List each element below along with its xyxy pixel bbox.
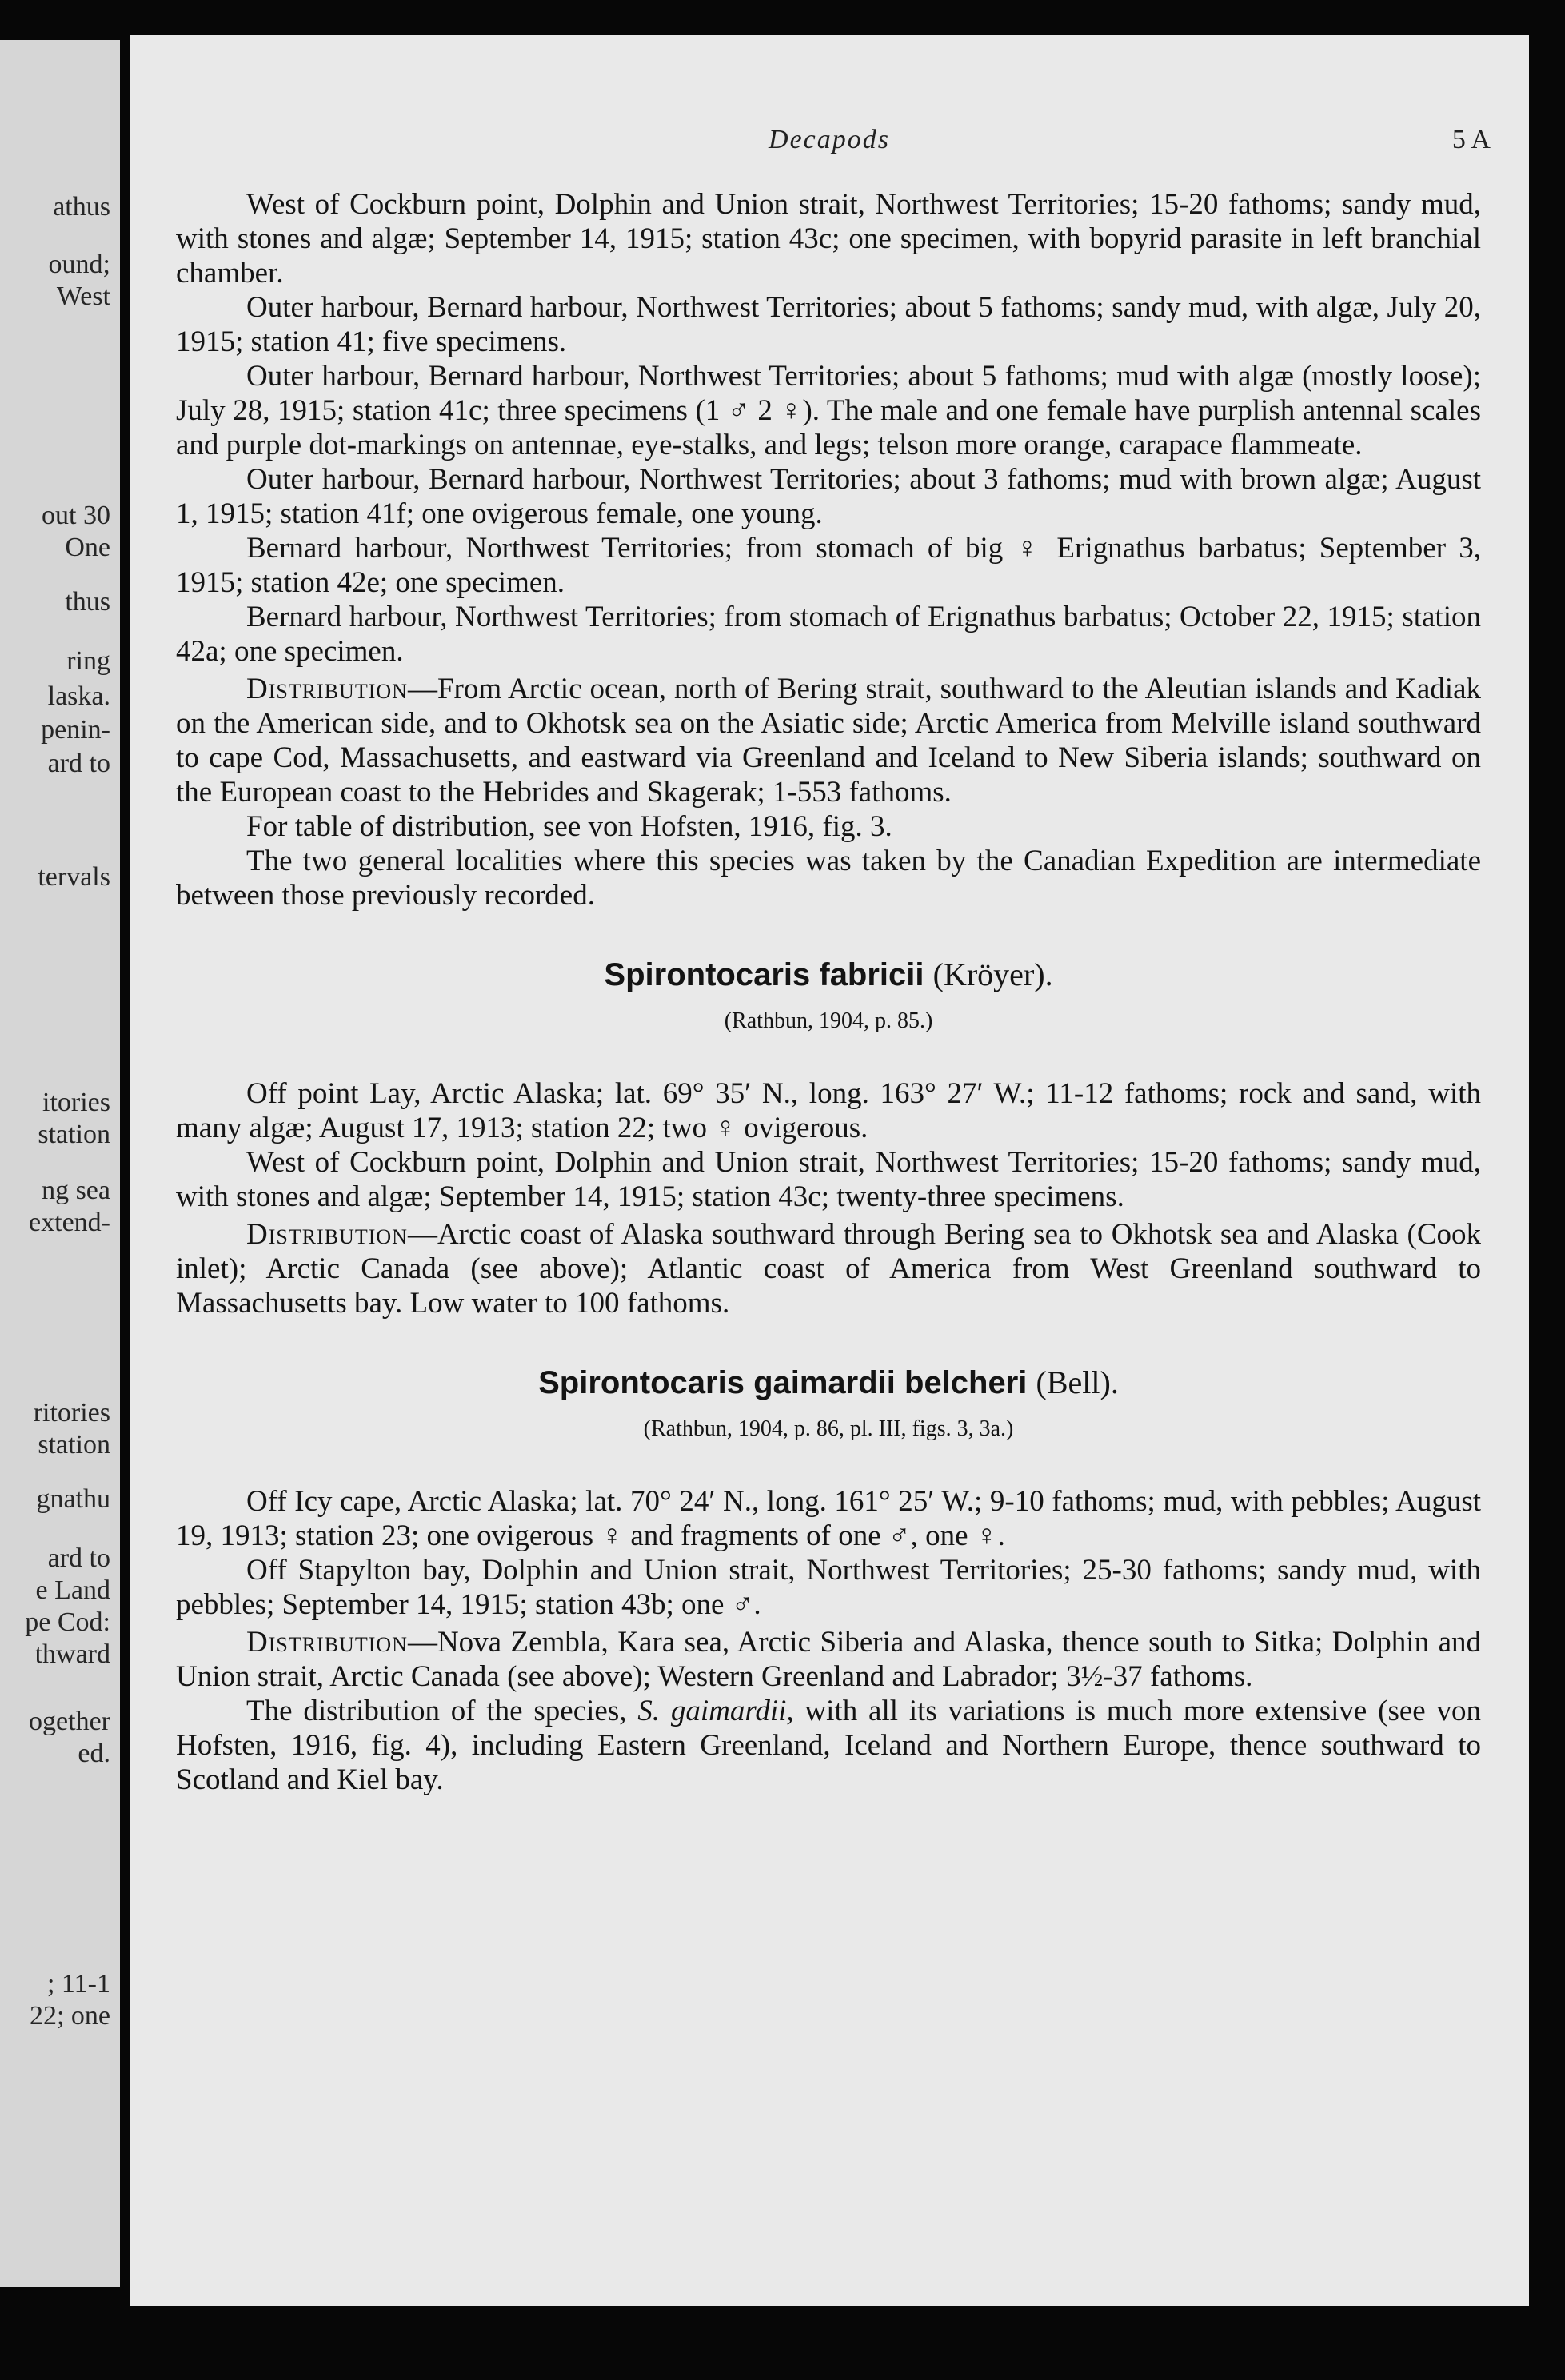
running-head	[130, 125, 1529, 173]
note-paragraph: The two general localities where this species was taken by the Canadian Expedition are intermediate between those previously recorded.	[176, 845, 1481, 912]
record-paragraph: Outer harbour, Bernard harbour, Northwest Territories; about 3 fathoms; mud with brown algæ; August 1, 1915; station 41f; one ovigerous female, one young.	[176, 463, 1481, 530]
facing-page-text-fragment: West	[56, 282, 110, 311]
species-author: (Kröyer).	[932, 956, 1053, 992]
facing-page-text-fragment: extend-	[29, 1208, 110, 1237]
facing-page-text-fragment: ogether	[29, 1707, 110, 1736]
species-name: Spirontocaris fabricii	[604, 957, 924, 992]
facing-page-text-fragment: penin-	[41, 715, 110, 745]
species-abbrev: S. gaimardii,	[637, 1695, 794, 1727]
facing-page-text-fragment: ound;	[48, 250, 110, 279]
record-paragraph: West of Cockburn point, Dolphin and Union strait, Northwest Territories; 15-20 fathoms; sandy mud, with stones and algæ; September 14, 1915; station 43c; one specimen, with bopyrid parasite in left branchial chamber.	[176, 188, 1481, 290]
facing-page-text-fragment: ng sea	[42, 1176, 110, 1205]
record-paragraph: Off point Lay, Arctic Alaska; lat. 69° 35′ N., long. 163° 27′ W.; 11-12 fathoms; rock and sand, with many algæ; August 17, 1913; station 22; two ♀ ovigerous.	[176, 1077, 1481, 1144]
note-paragraph: For table of distribution, see von Hofsten, 1916, fig. 3.	[246, 810, 892, 843]
facing-page-text-fragment: thward	[34, 1639, 110, 1669]
facing-page-text-fragment: itories	[42, 1088, 110, 1117]
facing-page-text-fragment: e Land	[35, 1575, 110, 1605]
facing-page-text-fragment: ; 11-1	[46, 1969, 110, 1999]
facing-page-text-fragment: tervals	[38, 862, 110, 892]
note-paragraph: The distribution of the species, S. gaimardii, with all its variations is much more extensive (see von Hofsten, 1916, fig. 4), including Eastern Greenland, Iceland and Northern Europe, thence southward to Scotland and Kiel bay.	[176, 1695, 1481, 1796]
record-paragraph: Outer harbour, Bernard harbour, Northwest Territories; about 5 fathoms; mud with algæ (mostly loose); July 28, 1915; station 41c; three specimens (1 ♂ 2 ♀). The male and one female have purplish antennal scales and purple dot-markings on antennae, eye-stalks, and legs; telson more orange, carapace flammeate.	[176, 360, 1481, 461]
facing-page-text-fragment: ard to	[47, 1543, 110, 1573]
document-page	[130, 35, 1529, 2306]
facing-page-text-fragment: 22; one	[29, 2001, 110, 2031]
facing-page-text-fragment: ed.	[78, 1739, 110, 1768]
species-author: (Bell).	[1036, 1364, 1119, 1400]
facing-page-text-fragment: station	[38, 1430, 110, 1460]
facing-page-text-fragment: laska.	[47, 681, 110, 711]
facing-page-text-fragment: out 30	[42, 501, 110, 530]
facing-page-text-fragment: gnathu	[36, 1484, 110, 1514]
record-paragraph: West of Cockburn point, Dolphin and Union strait, Northwest Territories; 15-20 fathoms; sandy mud, with stones and algæ; September 14, 1915; station 43c; twenty-three specimens.	[176, 1146, 1481, 1213]
facing-page-text-fragment: pe Cod:	[25, 1607, 110, 1637]
facing-page-fragment	[0, 40, 120, 2287]
facing-page-text-fragment: One	[65, 533, 110, 562]
facing-page-text-fragment: station	[38, 1120, 110, 1149]
facing-page-text-fragment: ring	[66, 646, 110, 676]
distribution-text: Arctic coast of Alaska southward through Bering sea to Okhotsk sea and Alaska (Cook inlet); Arctic Canada (see above); Atlantic coast of America from West Greenland southward to Massachusetts bay. Low water to 100 fathoms.	[176, 1218, 1481, 1320]
page-number: 5 A	[1451, 125, 1491, 154]
facing-page-text-fragment: ritories	[33, 1398, 110, 1428]
facing-page-text-fragment: ard to	[47, 749, 110, 778]
record-paragraph: Outer harbour, Bernard harbour, Northwest Territories; about 5 fathoms; sandy mud, with algæ, July 20, 1915; station 41; five specimens.	[176, 291, 1481, 358]
record-paragraph: Off Stapylton bay, Dolphin and Union strait, Northwest Territories; 25-30 fathoms; sandy mud, with pebbles; September 14, 1915; station 43b; one ♂.	[176, 1554, 1481, 1621]
distribution-label: Distribution	[246, 673, 408, 705]
distribution-text: Nova Zembla, Kara sea, Arctic Siberia and Alaska, thence south to Sitka; Dolphin and Union strait, Arctic Canada (see above); Western Greenland and Labrador; 3½-37 fathoms.	[176, 1626, 1481, 1693]
running-title: Decapods	[769, 125, 890, 154]
text-column	[176, 187, 1481, 1797]
facing-page-text-fragment: athus	[53, 192, 110, 222]
facing-page-text-fragment: thus	[65, 587, 110, 617]
species-reference: (Rathbun, 1904, p. 86, pl. III, figs. 3, 3a.)	[643, 1416, 1014, 1441]
species-heading	[176, 1365, 1481, 1400]
record-paragraph: Bernard harbour, Northwest Territories; from stomach of big ♀ Erignathus barbatus; September 3, 1915; station 42e; one specimen.	[176, 532, 1481, 599]
distribution-text: From Arctic ocean, north of Bering strait, southward to the Aleutian islands and Kadiak on the American side, and to Okhotsk sea on the Asiatic side; Arctic America from Melville island southward to cape Cod, Massachusetts, and eastward via Greenland and Iceland to New Siberia islands; southward on the European coast to the Hebrides and Skagerak; 1-553 fathoms.	[176, 673, 1481, 809]
species-name: Spirontocaris gaimardii belcheri	[538, 1365, 1028, 1400]
distribution-paragraph: Distribution—Arctic coast of Alaska southward through Bering sea to Okhotsk sea and Alaska (Cook inlet); Arctic Canada (see above); Atlantic coast of America from West Greenland southward to Massachusetts bay. Low water to 100 fathoms.	[176, 1218, 1481, 1320]
distribution-label: Distribution	[246, 1218, 408, 1251]
species-heading	[176, 957, 1481, 992]
record-paragraph: Bernard harbour, Northwest Territories; from stomach of Erignathus barbatus; October 22, 1915; station 42a; one specimen.	[176, 601, 1481, 668]
record-paragraph: Off Icy cape, Arctic Alaska; lat. 70° 24′ N., long. 161° 25′ W.; 9-10 fathoms; mud, with pebbles; August 19, 1913; station 23; one ovigerous ♀ and fragments of one ♂, one ♀.	[176, 1485, 1481, 1552]
distribution-paragraph: Distribution—Nova Zembla, Kara sea, Arctic Siberia and Alaska, thence south to Sitka; Dolphin and Union strait, Arctic Canada (see above); Western Greenland and Labrador; 3½-37 fathoms.	[176, 1626, 1481, 1693]
distribution-label: Distribution	[246, 1626, 408, 1659]
distribution-paragraph: Distribution—From Arctic ocean, north of Bering strait, southward to the Aleutian islands and Kadiak on the American side, and to Okhotsk sea on the Asiatic side; Arctic America from Melville island southward to cape Cod, Massachusetts, and eastward via Greenland and Iceland to New Siberia islands; southward on the European coast to the Hebrides and Skagerak; 1-553 fathoms.	[176, 673, 1481, 809]
species-reference: (Rathbun, 1904, p. 85.)	[724, 1008, 933, 1033]
